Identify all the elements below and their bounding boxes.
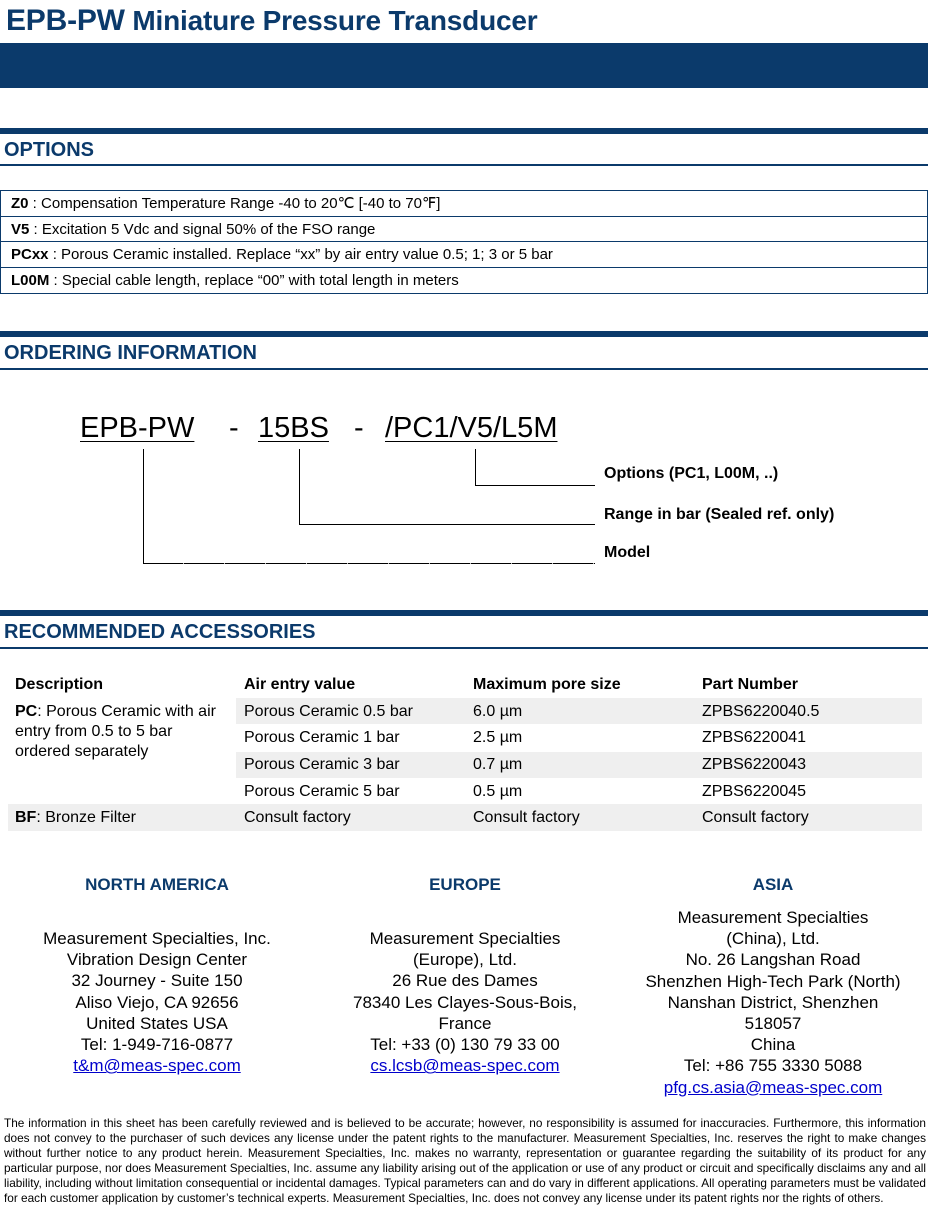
acc-pc-code: PC	[15, 703, 38, 720]
acc-pc-text: : Porous Ceramic with air entry from 0.5 to 5 bar ordered separately	[15, 703, 216, 760]
ordering-label-model: Model	[604, 544, 651, 561]
options-connector-v	[475, 449, 476, 485]
acc-bf-description	[15, 809, 136, 827]
acc-pore-size: 0.5 µm	[473, 783, 523, 800]
email-link-asia[interactable]: pfg.cs.asia@meas-spec.com	[663, 1077, 883, 1097]
address-line: China	[750, 1035, 796, 1055]
acc-air-entry: Consult factory	[244, 809, 351, 826]
option-text: : Porous Ceramic installed. Replace “xx” by air entry value 0.5; 1; 3 or 5 bar	[48, 246, 553, 263]
accessories-heading: RECOMMENDED ACCESSORIES	[4, 621, 316, 643]
options-table	[0, 190, 928, 294]
address-line: France	[438, 1013, 492, 1033]
acc-header-air-entry: Air entry value	[244, 676, 356, 693]
range-connector-h	[299, 524, 595, 525]
email-link-north-america[interactable]: t&m@meas-spec.com	[73, 1056, 241, 1076]
title-banner	[0, 43, 928, 88]
address-line: 26 Rue des Dames	[392, 971, 538, 991]
address-line: (China), Ltd.	[726, 929, 820, 949]
acc-header-pore-size: Maximum pore size	[473, 676, 621, 693]
acc-header-part-number: Part Number	[702, 676, 799, 693]
address-line: Nanshan District, Shenzhen	[667, 992, 879, 1012]
acc-part-number: ZPBS6220040.5	[702, 703, 820, 720]
model-connector-v	[143, 449, 144, 563]
option-row-z0	[1, 191, 927, 217]
address-line: No. 26 Langshan Road	[685, 950, 861, 970]
acc-part-number: ZPBS6220041	[702, 729, 807, 746]
region-europe: EUROPE	[429, 875, 501, 894]
acc-header-description: Description	[15, 676, 104, 693]
option-code: L00M	[11, 271, 50, 289]
ordering-range-code: 15BS	[258, 412, 329, 444]
ordering-heading: ORDERING INFORMATION	[4, 342, 257, 364]
ordering-bottom-rule	[0, 368, 928, 370]
option-code: V5	[11, 220, 30, 238]
address-line: United States USA	[86, 1013, 228, 1033]
option-code: PCxx	[11, 246, 49, 263]
disclaimer-text: The information in this sheet has been carefully reviewed and is believed to be accurate; however, no responsibility is assumed for inaccuracies. Furthermore, this information does not convey to the purchaser of such devices any license under the patent rights to the manufacturer. Measurement Specialties, Inc. reserves the right to make changes without further notice to any product herein. Measurement Specialties, Inc. makes no warranty, representation or guarantee regarding the suitability of its product for any particular purpose, nor does Measurement Specialties, Inc. assume any liability arising out of the application or use of any product or circuit and specifically disclaims any and all liability, including without limitation consequential or incidental damages. Typical parameters can and do vary in different applications. All operating parameters must be validated for each customer application by customer’s technical experts. Measurement Specialties, Inc. does not convey any license under its patent rights nor the rights of others.	[4, 1116, 926, 1205]
acc-air-entry: Porous Ceramic 1 bar	[244, 729, 400, 746]
range-connector-v	[299, 449, 300, 524]
address-line: Measurement Specialties	[369, 929, 561, 948]
acc-air-entry: Porous Ceramic 3 bar	[244, 756, 400, 773]
acc-part-number: ZPBS6220043	[702, 756, 807, 773]
region-asia: ASIA	[752, 875, 794, 894]
region-north-america: NORTH AMERICA	[85, 875, 229, 894]
address-north-america	[12, 928, 302, 1076]
address-phone: Tel: +33 (0) 130 79 33 00	[370, 1035, 560, 1055]
accessories-bottom-rule	[0, 647, 928, 649]
ordering-top-rule	[0, 331, 928, 337]
address-asia	[618, 907, 928, 1098]
ordering-dash-2: -	[354, 412, 364, 444]
acc-pore-size: 2.5 µm	[473, 729, 523, 746]
ordering-dash-1: -	[229, 412, 239, 444]
address-phone: Tel: +86 755 3330 5088	[683, 1056, 863, 1076]
title-model: EPB-PW	[6, 4, 125, 37]
acc-pore-size: 0.7 µm	[473, 756, 523, 773]
options-bottom-rule	[0, 164, 928, 166]
acc-pore-size: 6.0 µm	[473, 703, 523, 720]
address-line: Vibration Design Center	[66, 950, 248, 970]
option-text: : Compensation Temperature Range -40 to 20℃ [-40 to 70℉]	[28, 195, 441, 212]
address-line: (Europe), Ltd.	[413, 950, 517, 970]
accessories-top-rule	[0, 610, 928, 616]
address-phone: Tel: 1-949-716-0877	[80, 1035, 234, 1055]
option-code: Z0	[11, 195, 29, 212]
address-line: Aliso Viejo, CA 92656	[75, 992, 239, 1012]
options-heading: OPTIONS	[4, 139, 95, 161]
acc-bf-code: BF	[15, 809, 37, 826]
acc-air-entry: Porous Ceramic 0.5 bar	[244, 703, 413, 720]
ordering-options-code: /PC1/V5/L5M	[385, 412, 558, 444]
option-text: : Excitation 5 Vdc and signal 50% of the FSO range	[29, 220, 376, 238]
address-line: 518057	[744, 1014, 802, 1034]
acc-part-number: ZPBS6220045	[702, 783, 807, 800]
acc-air-entry: Porous Ceramic 5 bar	[244, 783, 400, 800]
acc-bf-text: : Bronze Filter	[36, 809, 136, 826]
acc-pore-size: Consult factory	[473, 809, 580, 826]
address-line: Shenzhen High-Tech Park (North)	[645, 971, 901, 991]
address-line: 78340 Les Clayes-Sous-Bois,	[353, 992, 577, 1012]
ordering-label-options: Options (PC1, L00M, ..)	[604, 465, 779, 482]
email-link-europe[interactable]: cs.lcsb@meas-spec.com	[370, 1056, 560, 1076]
acc-part-number: Consult factory	[702, 809, 809, 826]
options-top-rule	[0, 128, 928, 134]
page-title	[6, 4, 537, 38]
option-row-v5	[1, 217, 927, 243]
address-line: Measurement Specialties	[677, 908, 869, 927]
option-row-l00m	[1, 268, 927, 294]
option-row-pcxx	[1, 242, 927, 268]
address-europe	[320, 928, 610, 1076]
address-line: Measurement Specialties, Inc.	[43, 929, 271, 948]
options-connector-h	[475, 485, 595, 486]
acc-pc-description	[15, 702, 225, 762]
option-text: : Special cable length, replace “00” with total length in meters	[49, 271, 459, 289]
address-line: 32 Journey - Suite 150	[71, 971, 243, 991]
title-rest: Miniature Pressure Transducer	[132, 5, 538, 36]
model-connector-h	[143, 563, 595, 564]
ordering-label-range: Range in bar (Sealed ref. only)	[604, 506, 835, 523]
ordering-model-code: EPB-PW	[80, 412, 195, 444]
